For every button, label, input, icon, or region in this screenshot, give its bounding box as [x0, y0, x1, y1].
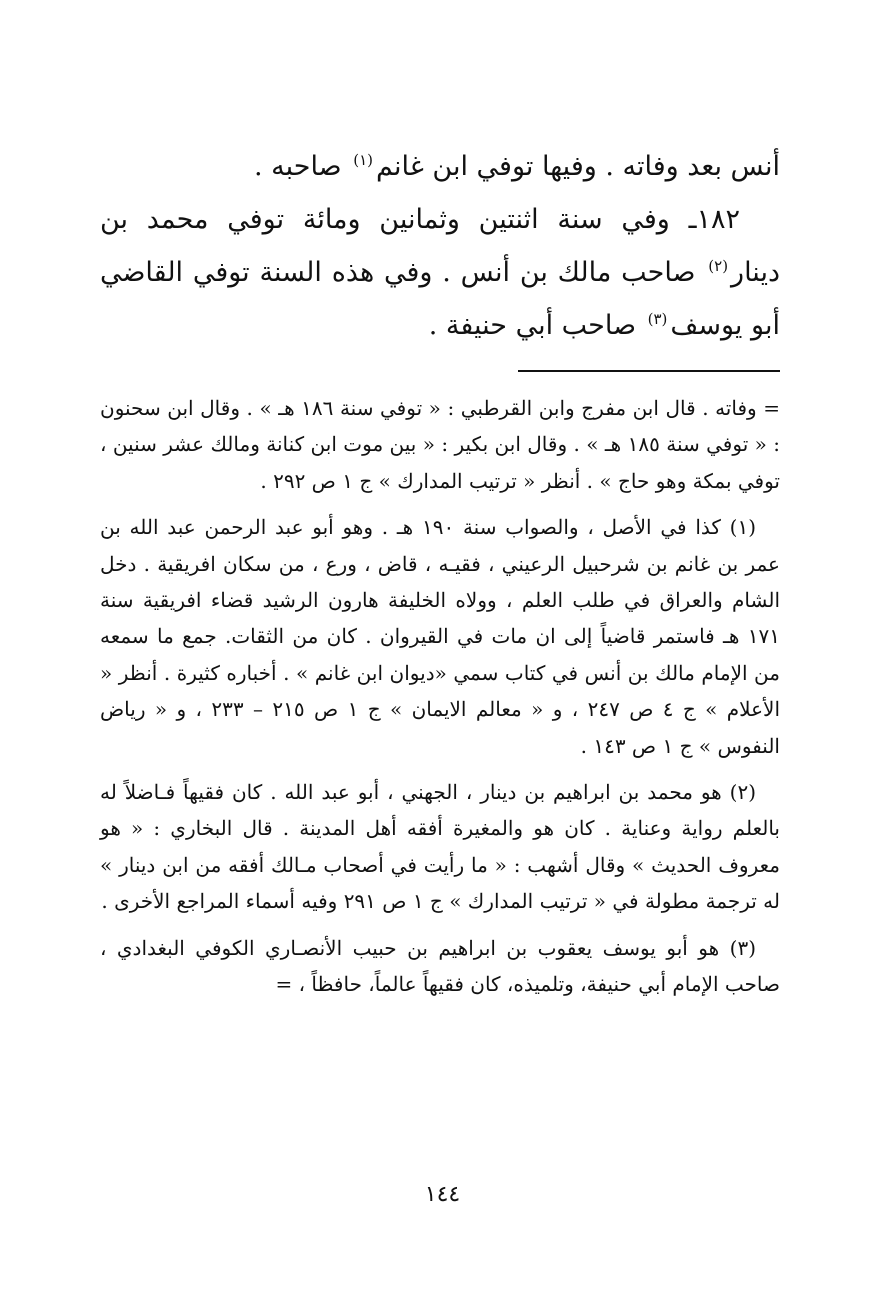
footnote-reference-3: (٣)	[647, 310, 668, 328]
footnote-reference-2: (٢)	[708, 257, 729, 275]
main-text-segment: صاحب مالك بن أنس . وفي هذه السنة توفي القاضي أبو يوسف	[100, 257, 780, 341]
main-text-segment: صاحب أبي حنيفة .	[428, 310, 637, 341]
footnote-separator	[518, 370, 780, 372]
footnotes	[100, 390, 780, 1013]
main-text-segment: صاحبه .	[253, 151, 342, 182]
footnote-continuation: = وفاته . قال ابن مفرج وابن القرطبي : « توفي سنة ١٨٦ هـ » . وقال ابن سحنون : « توفي سنة ١٨٥ هـ » . وقال ابن بكير : « بين موت ابن كنانة ومالك عشر سنين ، توفي بمكة وهو حاج » . أنظر « ترتيب المدارك » ج ١ ص ٢٩٢ .	[100, 396, 780, 493]
main-paragraph-2	[100, 193, 780, 352]
footnote-3: (٣) هو أبو يوسف يعقوب بن ابراهيم بن حبيب الأنصـاري الكوفي البغدادي ، صاحب الإمام أبي حنيفة، وتلميذه، كان فقيهاً عالماً، حافظاً ، =	[100, 935, 780, 997]
main-text	[100, 140, 780, 352]
footnote-reference-1: (١)	[353, 151, 373, 169]
footnote-1: (١) كذا في الأصل ، والصواب سنة ١٩٠ هـ . وهو أبو عبد الرحمن عبد الله بن عمر بن غانم بن شرحبيل الرعيني ، فقيـه ، قاض ، ورع ، من سكان افريقية . دخل الشام والعراق في طلب العلم ، وولاه الخليفة هارون الرشيد قضاء افريقية سنة ١٧١ هـ فاستمر قاضياً إلى ان مات في القيروان . كان من الثقات. جمع ما سمعه من الإمام مالك بن أنس في كتاب سمي «ديوان ابن غانم » . أخباره كثيرة . أنظر « الأعلام » ج ٤ ص ٢٤٧ ، و « معالم الايمان » ج ١ ص ٢١٥ – ٢٣٣ ، و « رياض النفوس » ج ١ ص ١٤٣ .	[100, 515, 781, 758]
footnote-2: (٢) هو محمد بن ابراهيم بن دينار ، الجهني ، أبو عبد الله . كان فقيهاً فـاضلاً له بالعلم رواية وعناية . كان هو والمغيرة أفقه أهل المدينة . قال البخاري : « هو معروف الحديث » وقال أشهب : « ما رأيت في أصحاب مـالك أفقه من ابن دينار » له ترجمة مطولة في « ترتيب المدارك » ج ١ ص ٢٩١ وفيه أسماء المراجع الأخرى .	[100, 780, 780, 914]
page-number: ١٤٤	[424, 1182, 461, 1207]
main-paragraph-1	[100, 140, 780, 193]
main-text-segment: أنس بعد وفاته . وفيها توفي ابن غانم	[375, 151, 780, 182]
main-text-segment: ١٨٢ـ وفي سنة اثنتين وثمانين ومائة توفي محمد بن دينار	[100, 204, 780, 288]
